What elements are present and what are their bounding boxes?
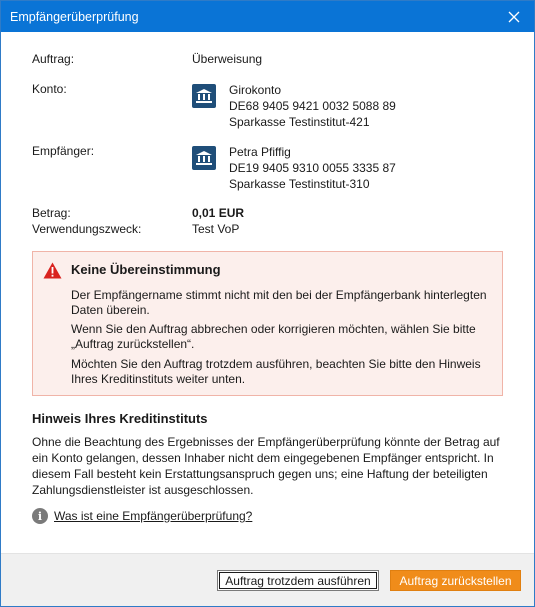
purpose-value: Test VoP (192, 222, 240, 236)
alert-paragraph: Wenn Sie den Auftrag abbrechen oder korrigieren möchten, wählen Sie bitte „Auftrag zurückstellen“. (71, 322, 476, 351)
close-icon[interactable] (504, 7, 524, 27)
recipient-bank: Sparkasse Testinstitut-310 (229, 177, 370, 191)
account-iban: DE68 9405 9421 0032 5088 89 (229, 99, 396, 113)
info-row (32, 508, 252, 524)
amount-value: 0,01 EUR (192, 206, 245, 220)
what-is-verification-link[interactable]: Was ist eine Empfängerüberprüfung? (54, 509, 253, 523)
recipient-label: Empfänger: (32, 144, 95, 158)
order-label: Auftrag: (32, 52, 75, 66)
account-bank: Sparkasse Testinstitut-421 (229, 115, 370, 129)
bank-icon (192, 146, 216, 170)
hint-text: Ohne die Beachtung des Ergebnisses der Empfängerüberprüfung könnte der Betrag auf ein Konto gelangen, dessen Inhaber nicht dem eingegebenen Empfänger entspricht. In diesem Fall besteht kein Erstattungsanspruch gegen uns; eine Haftung der beteiligten Zahlungsdienstleister ist ausgeschlossen. (32, 435, 500, 497)
account-name: Girokonto (229, 83, 282, 97)
order-value: Überweisung (192, 52, 263, 66)
title-bar (1, 1, 534, 32)
execute-anyway-button[interactable]: Auftrag trotzdem ausführen (217, 570, 379, 591)
alert-title: Keine Übereinstimmung (71, 262, 221, 277)
alert-paragraph: Der Empfängername stimmt nicht mit den bei der Empfängerbank hinterlegten Daten überein. (71, 288, 487, 317)
warning-icon (43, 262, 62, 282)
defer-order-button[interactable]: Auftrag zurückstellen (390, 570, 521, 591)
recipient-details (192, 144, 396, 192)
purpose-label: Verwendungszweck: (32, 222, 142, 236)
account-label: Konto: (32, 82, 67, 96)
button-bar (1, 553, 534, 606)
mismatch-alert (32, 251, 503, 396)
alert-paragraph: Möchten Sie den Auftrag trotzdem ausführen, beachten Sie bitte den Hinweis Ihres Kreditinstituts weiter unten. (71, 357, 481, 386)
recipient-name: Petra Pfiffig (229, 145, 291, 159)
hint-title: Hinweis Ihres Kreditinstituts (32, 411, 208, 426)
dialog-content (1, 32, 534, 554)
window-title: Empfängerüberprüfung (10, 9, 139, 24)
info-icon: i (32, 508, 48, 524)
recipient-iban: DE19 9405 9310 0055 3335 87 (229, 161, 396, 175)
bank-icon (192, 84, 216, 108)
amount-label: Betrag: (32, 206, 71, 220)
account-details (192, 82, 396, 130)
